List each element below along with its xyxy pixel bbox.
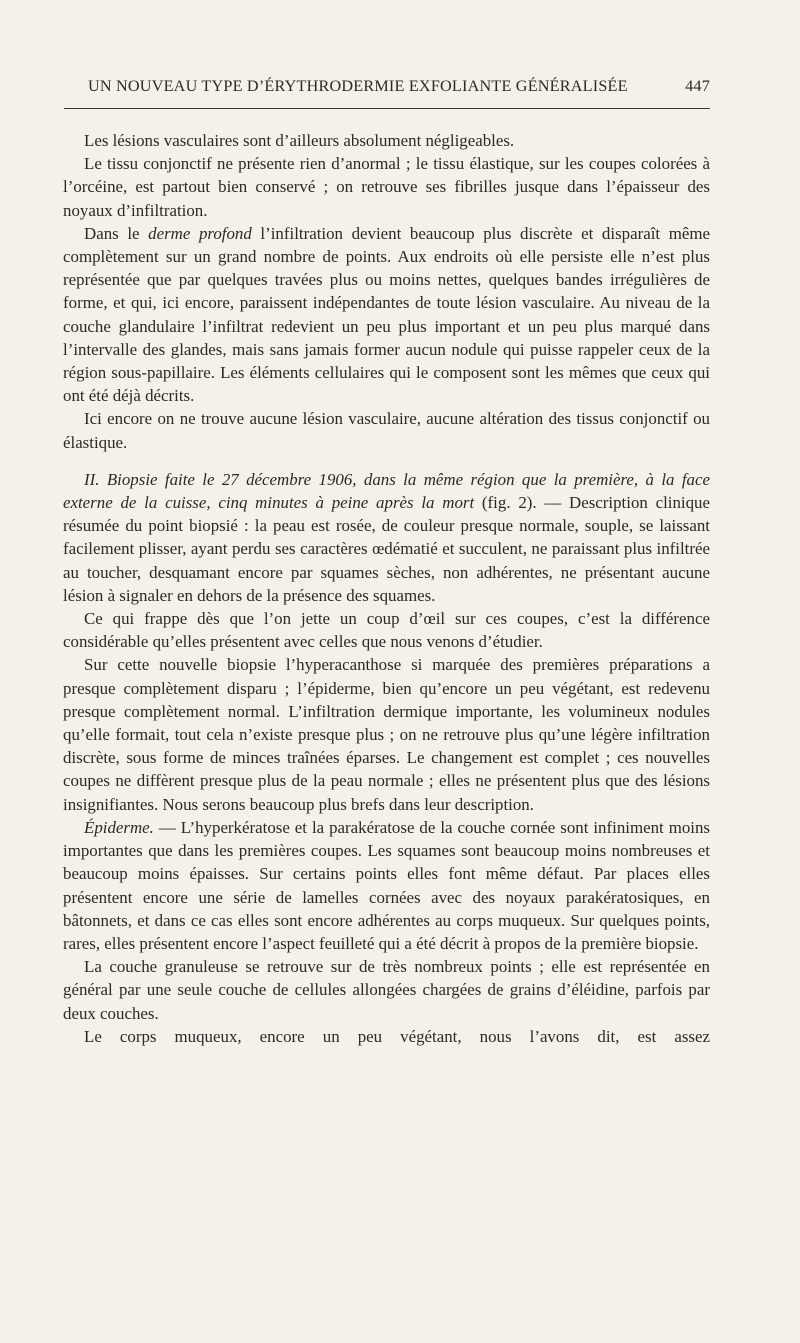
paragraph-7: Sur cette nouvelle biopsie l’hyperacanthose si marquée des premières préparations a presque complètement disparu ; l’épiderme, bien qu’encore un peu végétant, est redevenu presque complètement normal. L’infiltration dermique importante, les volumineux nodules qu’elle formait, tout cela n’existe presque plus ; on ne retrouve plus qu’une légère infiltration discrète, sous forme de minces traînées éparses. Le changement est complet ; ces nouvelles coupes ne diffèrent presque plus de la peau normale ; elles ne présentent plus que des lésions insignifiantes. Nous serons beaucoup plus brefs dans leur description. [63,655,710,814]
paragraph-2: Le tissu conjonctif ne présente rien d’anormal ; le tissu élastique, sur les coupes colorées à l’orcéine, est partout bien conservé ; on retrouve ses fibrilles jusque dans l’épaisseur des noyaux d’infiltration. [63,154,710,220]
running-title: UN NOUVEAU TYPE D’ÉRYTHRODERMIE EXFOLIANTE GÉNÉRALISÉE [88,77,628,95]
paragraph-9: La couche granuleuse se retrouve sur de très nombreux points ; elle est représentée en général par une seule couche de cellules allongées chargées de grains d’éléidine, parfois par deux couches. [63,957,710,1023]
running-header [88,76,710,96]
paragraph-10: Le corps muqueux, encore un peu végétant, nous l’avons dit, est assez [84,1026,710,1046]
italic-term: derme profond [148,223,252,243]
section-heading-italic: II. Biopsie faite le 27 décembre 1906, dans la même région que la première, à la face externe de la cuisse, cinq minutes à peine après la mort [63,469,710,513]
paragraph-3: Dans le derme profond l’infiltration devient beaucoup plus discrète et disparaît même complètement sur un grand nombre de points. Aux endroits où elle persiste elle n’est plus représentée que par quelques travées plus ou moins nettes, quelques bandes irrégulières de forme, et qui, ici encore, paraissent indépendantes de toute lésion vasculaire. Au niveau de la couche glandulaire l’infiltrat redevient un peu plus important et un peu plus marqué dans l’intervalle des glandes, mais sans jamais former aucun nodule qui puisse rappeler ceux de la région sous-papillaire. Les éléments cellulaires qui le composent sont les mêmes que ceux qui ont été déjà décrits. [63,223,710,406]
subheading-italic: Épiderme. [84,817,154,837]
paragraph-1: Les lésions vasculaires sont d’ailleurs absolument négligeables. [84,131,515,150]
paragraph-6: Ce qui frappe dès que l’on jette un coup d’œil sur ces coupes, c’est la différence considérable qu’elles présentent avec celles que nous venons d’étudier. [63,609,710,652]
section-ii-paragraph: II. Biopsie faite le 27 décembre 1906, dans la même région que la première, à la face externe de la cuisse, cinq minutes à peine après la mort (fig. 2). — Description clinique résumée du point biopsié : la peau est rosée, de couleur presque normale, souple, se laissant facilement plisser, ayant perdu ses caractères œdématié et succulent, ne paraissant plus infiltrée au toucher, desquamant encore par squames sèches, non adhérentes, ne présentant aucune lésion à signaler en dehors de la présence des squames. [63,469,711,605]
body-text [63,129,710,1048]
page-number: 447 [685,77,710,95]
paragraph-epiderme: Épiderme. — L’hyperkératose et la parakératose de la couche cornée sont infiniment moins importantes que dans les premières coupes. Les squames sont beaucoup moins nombreuses et beaucoup moins épaisses. Sur certains points elles font même défaut. Par places elles présentent encore une série de lamelles cornées avec des noyaux parakératosiques, en bâtonnets, et dans ce cas elles sont encore adhérentes au corps muqueux. Sur quelques points, rares, elles présentent encore l’aspect feuilleté qui a été décrit à propos de la première biopsie. [63,817,710,953]
paragraph-4: Ici encore on ne trouve aucune lésion vasculaire, aucune altération des tissus conjonctif ou élastique. [63,409,710,452]
header-rule [64,108,710,109]
